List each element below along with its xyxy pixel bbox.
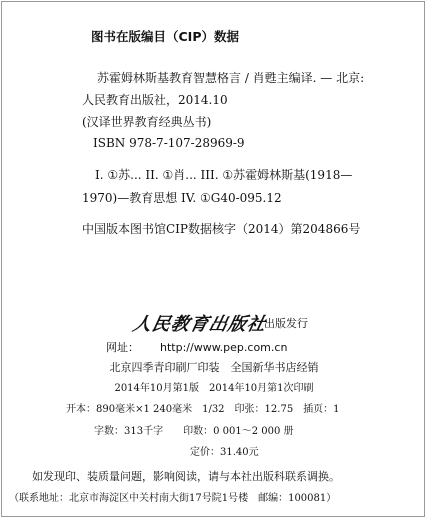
classification-line-1: I. ①苏... II. ①肖... III. ①苏霍姆林斯基(1918— [95, 168, 353, 182]
cip-verification-number: 中国版本图书馆CIP数据核字（2014）第204866号 [82, 222, 361, 236]
cip-heading: 图书在版编目（CIP）数据 [91, 29, 239, 44]
cip-title-line: 苏霍姆林斯基教育智慧格言 / 肖甦主编译. — 北京: [97, 71, 365, 85]
website-label: 网址： [106, 341, 139, 354]
contact-address: （联系地址：北京市海淀区中关村南大街17号院1号楼 邮编：100081） [9, 493, 337, 504]
printer-distributor: 北京四季青印刷厂印装 全国新华书店经销 [109, 361, 319, 374]
quality-notice: 如发现印、装质量问题，影响阅读，请与本社出版科联系调换。 [32, 470, 340, 483]
cip-series-line: (汉译世界教育经典丛书) [82, 115, 212, 129]
website-url[interactable]: http://www.pep.com.cn [160, 341, 288, 354]
publisher-logo: 人民教育出版社 [130, 314, 269, 335]
edition-info: 2014年10月第1版 2014年10月第1次印刷 [114, 383, 314, 394]
cip-isbn-line: ISBN 978-7-107-28969-9 [93, 136, 245, 150]
format-specs: 开本：890毫米×1 240毫米 1/32 印张：12.75 插页：1 [66, 404, 340, 415]
price: 定价：31.40元 [190, 447, 259, 458]
cip-publisher-line: 人民教育出版社，2014.10 [82, 93, 228, 107]
word-count-print-run: 字数：313千字 印数：0 001～2 000 册 [94, 426, 294, 437]
publishing-label: 出版发行 [264, 317, 308, 330]
classification-line-2: 1970)—教育思想 IV. ①G40-095.12 [82, 191, 282, 205]
